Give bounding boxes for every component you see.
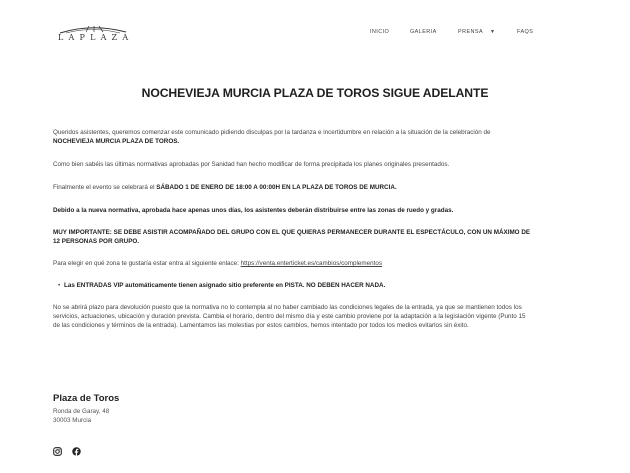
important-bold: MUY IMPORTANTE: SE DEBE ASISTIR ACOMPAÑADO DEL GRUPO CON EL QUE QUIERAS PERMANECER DURANTE EL ESPECTÁCULO, CON UN MÁXIMO DE 12 PERSONAS POR GRUPO. (53, 229, 531, 246)
facebook-icon[interactable] (72, 443, 82, 453)
paragraph-intro (53, 128, 531, 146)
zone-selection-link[interactable]: https://venta.enterticket.es/cambios/complementos (240, 260, 383, 267)
intro-event-name: NOCHEVIEJA MURCIA PLAZA DE TOROS. (53, 138, 180, 146)
nav-item-inicio[interactable]: INICIO (370, 29, 390, 35)
date-bold: SÁBADO 1 DE ENERO DE 18:00 A 00:00H EN LA PLAZA DE TOROS DE MURCIA. (156, 184, 397, 191)
intro-text: Queridos asistentes, queremos comenzar este comunicado pidiendo disculpas por la tardanza e incertidumbre en relación a la situación de la celebración de (53, 129, 491, 136)
page-title: NOCHEVIEJA MURCIA PLAZA DE TOROS SIGUE ADELANTE (141, 86, 489, 100)
nav-item-prensa[interactable] (458, 29, 495, 35)
distribution-bold: Debido a la nueva normativa, aprobada hace apenas unos días, los asistentes deberán distribuirse entre las zonas de ruedo y gradas. (53, 207, 454, 214)
zone-link-text: Para elegir en qué zona te gustaría estar entra al siguiente enlace: (53, 260, 241, 267)
logo-text: LAPLAZA (58, 33, 134, 42)
paragraph-distribution (53, 206, 531, 215)
logo[interactable] (56, 24, 136, 46)
nav-item-prensa-label: PRENSA (458, 29, 484, 35)
vip-bold: Las ENTRADAS VIP automáticamente tienen asignado sitio preferente en PISTA. NO DEBEN HACER NADA. (64, 282, 386, 289)
nav-item-galeria[interactable]: GALERIA (410, 29, 437, 35)
paragraph-zone-link (53, 259, 531, 268)
paragraph-important (53, 228, 531, 246)
footer-address (53, 408, 109, 425)
date-text: Finalmente el evento se celebrará el (53, 184, 157, 191)
instagram-icon[interactable] (53, 443, 63, 453)
address-line-1: Ronda de Garay, 48 (53, 408, 110, 415)
nav-item-faqs[interactable]: FAQS (517, 29, 534, 35)
address-line-2: 30003 Murcia (53, 416, 92, 424)
list-item-vip (64, 281, 531, 290)
footer-title: Plaza de Toros (53, 393, 120, 404)
site-header (0, 0, 630, 60)
paragraph-date (53, 183, 531, 192)
caret-down-icon: ▼ (490, 29, 496, 35)
paragraph-normativas: Como bien sabéis las últimas normativas aprobadas por Sanidad han hecho modificar de forma precipitada los planes originales presentados. (53, 161, 450, 168)
paragraph-refund: No se abrirá plazo para devolución puesto que la normativa no lo contempla al no haber cambiado las condiciones legales de la entrada, ya que se mantienen todos los servicios, actuaciones, ubicación y duración prevista. Cambia el horario, dentro del mismo día y este cambio proviene por la adaptación a la legislación vigente (Punto 15 de las condiciones y términos de la entrada). Lamentamos las molestias por estos cambios, hemos intentado por todos los medios evitarlos sin éxito. (53, 304, 526, 330)
